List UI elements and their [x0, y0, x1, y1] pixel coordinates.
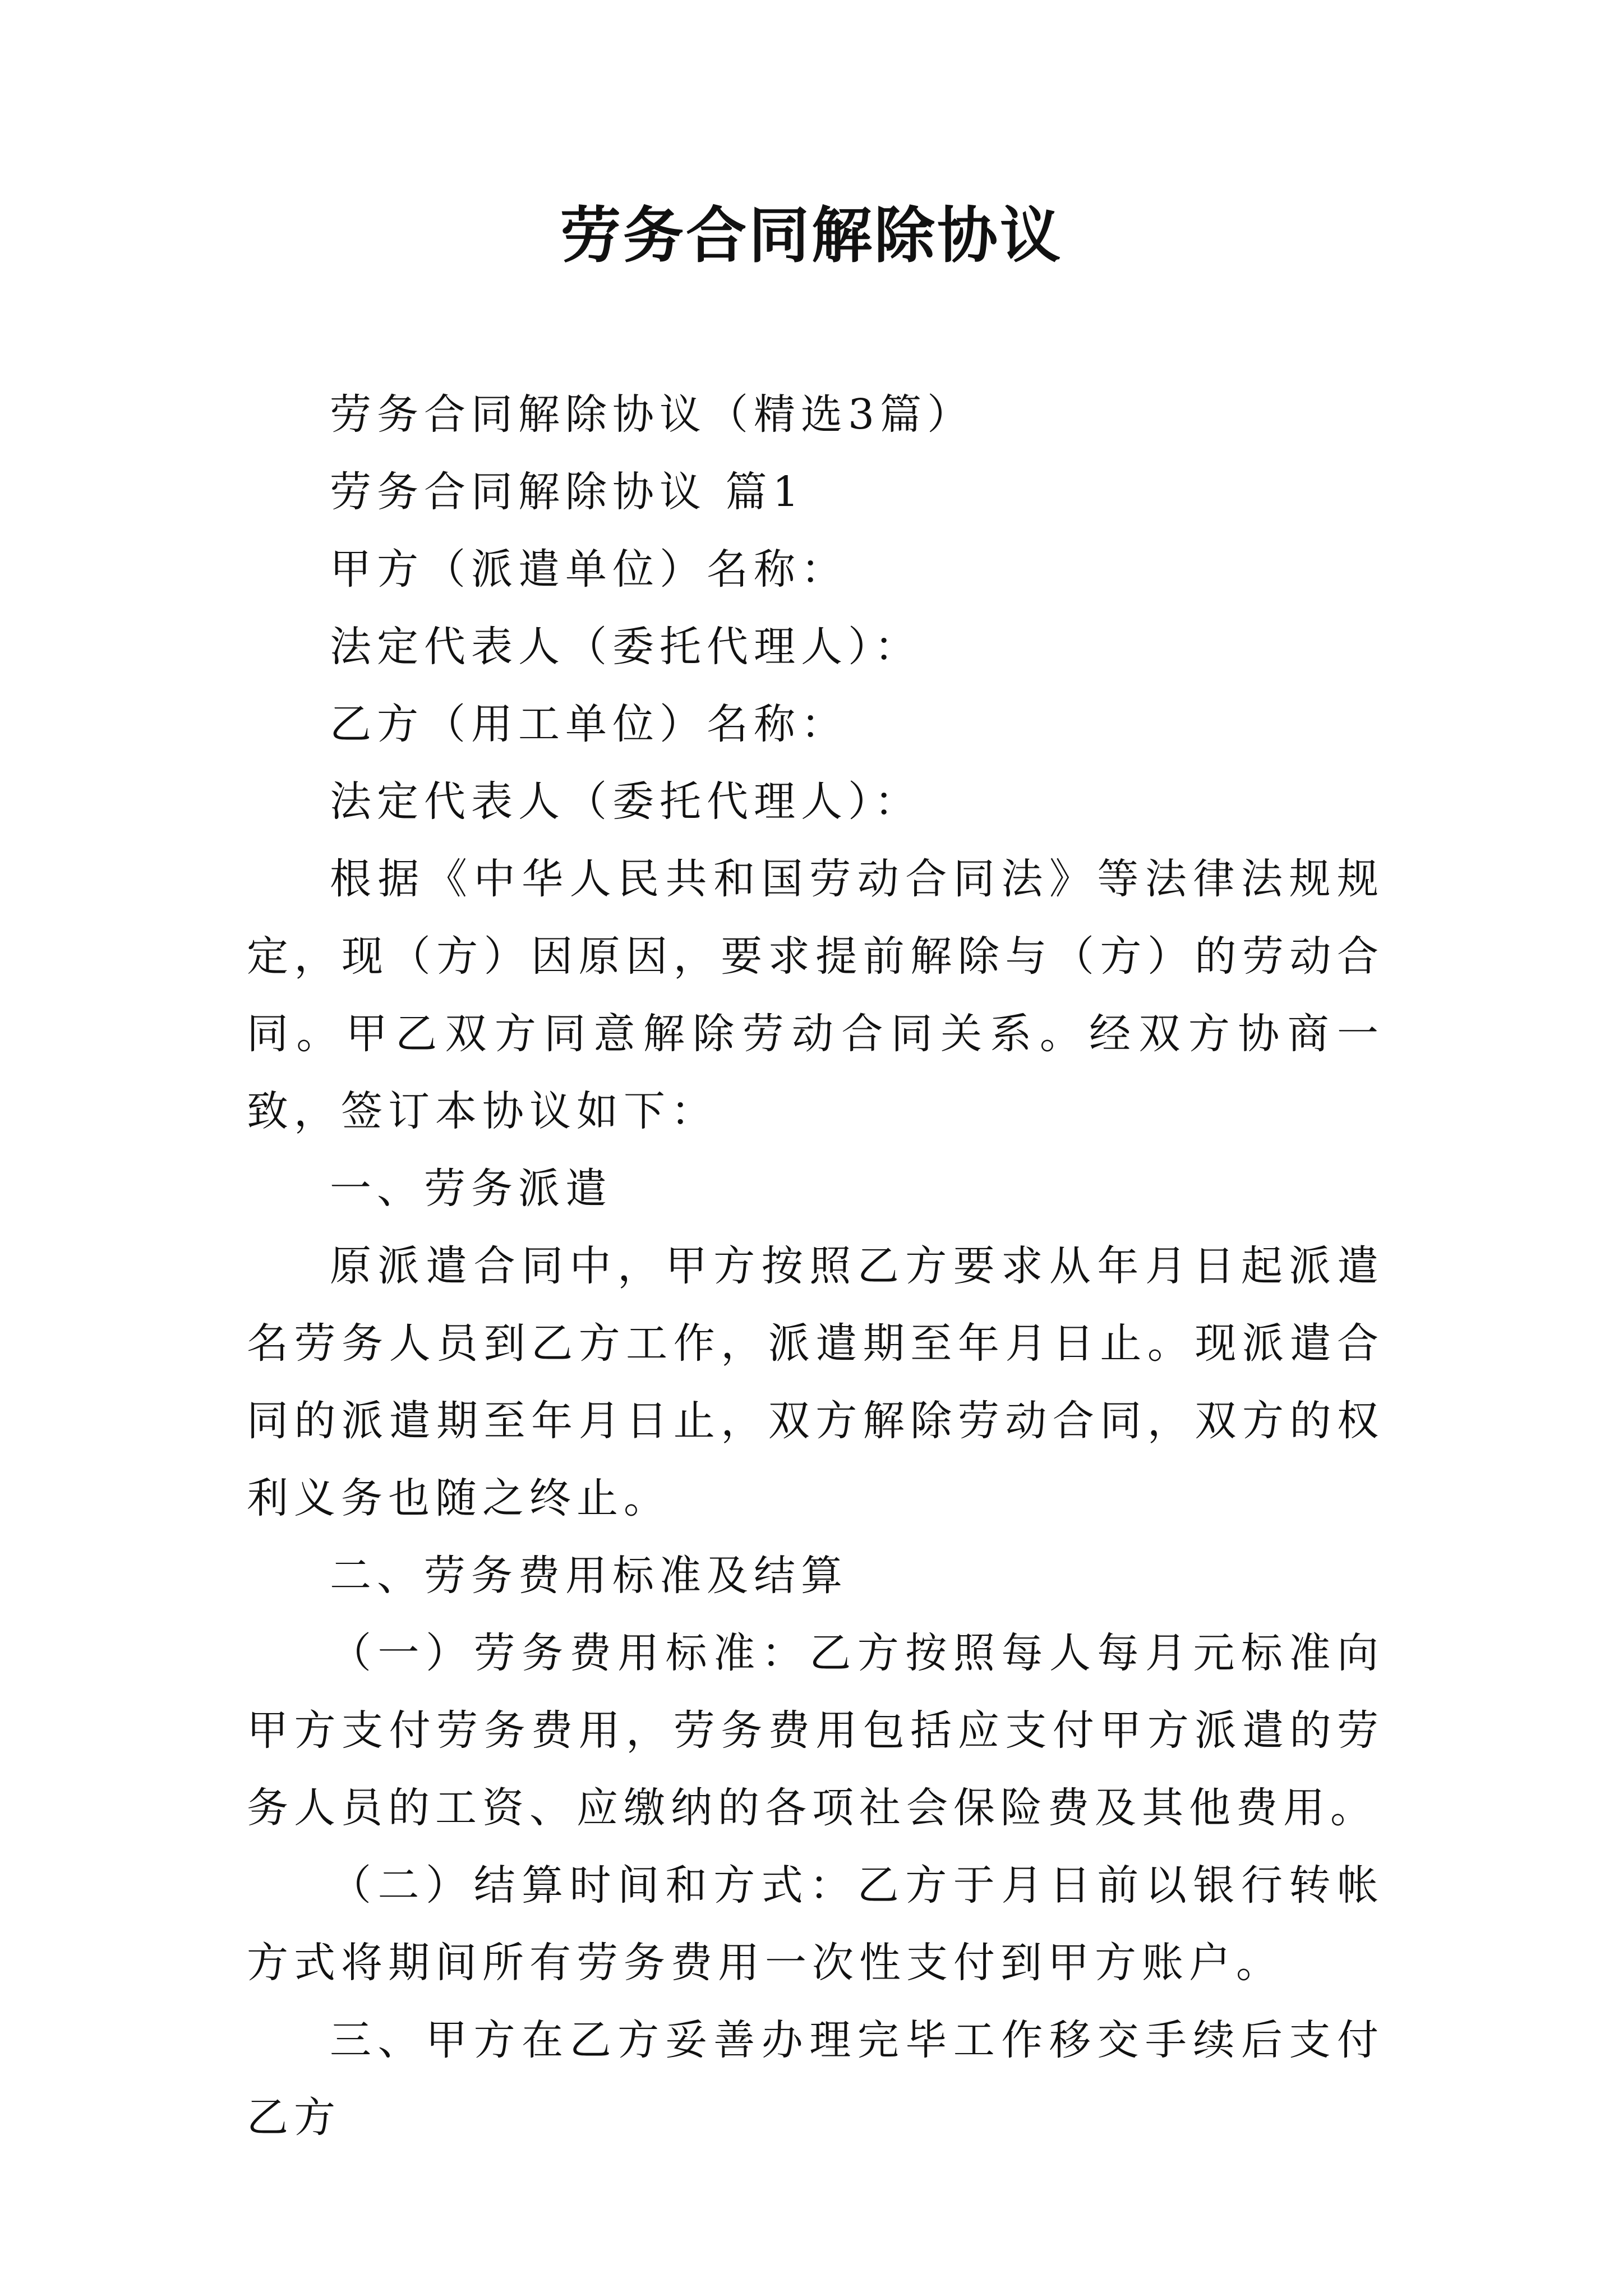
paragraph-party-b-name: 乙方（用工单位）名称：	[330, 700, 848, 748]
paragraph-preamble: 根据《中华人民共和国劳动合同法》等法律法规规定，现（方）因原因，要求提前解除与（方）的劳动合同。甲乙双方同意解除劳动合同关系。经双方协商一致，签订本协议如下：	[247, 855, 1384, 1135]
paragraph-subtitle: 劳务合同解除协议（精选3篇）	[330, 390, 975, 439]
paragraph-party-b-representative: 法定代表人（委托代理人）：	[330, 777, 921, 826]
paragraph-section-1-heading: 一、劳务派遣	[330, 1165, 612, 1213]
paragraph-section-2-item-2: （二）结算时间和方式：乙方于月日前以银行转帐方式将期间所有劳务费用一次性支付到甲方账户。	[247, 1861, 1384, 1987]
paragraph-section-2-heading: 二、劳务费用标准及结算	[330, 1552, 848, 1600]
paragraph-section-1-body: 原派遣合同中，甲方按照乙方要求从年月日起派遣名劳务人员到乙方工作，派遣期至年月日止。现派遣合同的派遣期至年月日止，双方解除劳动合同，双方的权利义务也随之终止。	[247, 1242, 1384, 1522]
paragraph-party-a-representative: 法定代表人（委托代理人）：	[330, 623, 921, 671]
paragraph-section-2-item-1: （一）劳务费用标准：乙方按照每人每月元标准向甲方支付劳务费用，劳务费用包括应支付甲方派遣的劳务人员的工资、应缴纳的各项社会保险费及其他费用。	[247, 1629, 1384, 1832]
document-body	[247, 376, 1384, 2156]
document-title: 劳务合同解除协议	[560, 200, 1063, 271]
paragraph-section-3: 三、甲方在乙方妥善办理完毕工作移交手续后支付乙方	[247, 2016, 1384, 2142]
paragraph-article-heading: 劳务合同解除协议 篇1	[330, 468, 805, 516]
paragraph-party-a-name: 甲方（派遣单位）名称：	[330, 545, 848, 593]
